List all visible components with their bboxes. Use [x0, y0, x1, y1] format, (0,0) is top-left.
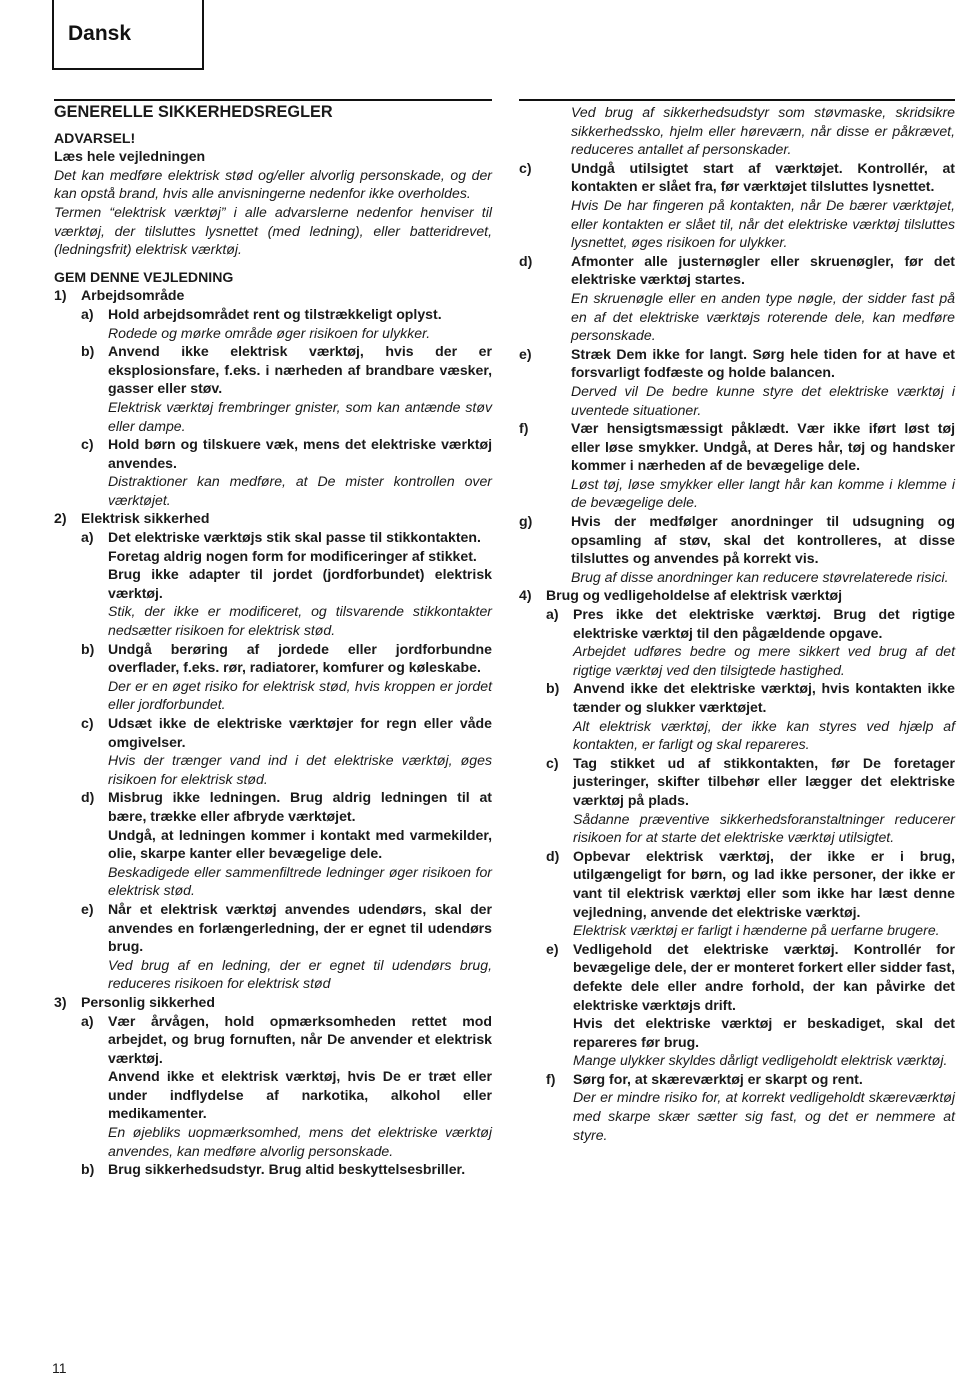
- list-item: [54, 435, 492, 509]
- item-letter: c): [519, 159, 532, 176]
- section-number: 4): [519, 587, 532, 604]
- item-rule: Det elektriske værktøjs stik skal passe til stikkontakten.: [108, 529, 481, 546]
- item-rule: Hold børn og tilskuere væk, mens det elektriske værktøj anvendes.: [108, 436, 492, 471]
- item-rule: Hvis det elektriske værktøj er beskadiget, skal det repareres før brug.: [573, 1015, 955, 1050]
- item-letter: e): [546, 940, 559, 957]
- list-item: [519, 159, 955, 252]
- item-explanation: Hvis der trænger vand ind i det elektriske værktøj, øges risikoen for elektrisk stød.: [108, 752, 492, 787]
- item-explanation: En skruenøgle eller en anden type nøgle, der sidder fast på en af det elektriske værktøjs roterende dele, kan medføre personskade.: [571, 289, 955, 344]
- item-explanation: Derved vil De bedre kunne styre det elektriske værktøj i uventede situationer.: [571, 382, 955, 418]
- item-rule: Opbevar elektrisk værktøj, der ikke er i brug, utilgængeligt for børn, og lad ikke personer, der ikke er vant til elektrisk værktøj eller som ikke har læst denne vejledning, anvende det elektriske værktøj.: [573, 847, 955, 920]
- list-item: [519, 1070, 955, 1144]
- item-explanation: Sådanne præventive sikkerhedsforanstaltninger reducerer risikoen for at starte det elektriske værktøj utilsigtet.: [573, 810, 955, 846]
- list-item: [54, 900, 492, 993]
- item-rule: Vær hensigtsmæssigt påklædt. Vær ikke iført løst tøj eller løse smykker. Undgå, at Deres hår, tøj og handsker kommer i nærheden af de bevægelige dele.: [571, 420, 955, 474]
- item-letter: e): [81, 900, 94, 917]
- item-letter: f): [546, 1070, 556, 1087]
- continued-explanation: Ved brug af sikkerhedsudstyr som støvmaske, skridsikre sikkerhedssko, hjelm eller høreværn, når disse er påkrævet, reduceres antallet af personskader.: [571, 104, 955, 158]
- item-rule: Stræk Dem ikke for langt. Sørg hele tiden for at have et forsvarligt fodfæste og holde balancen.: [571, 345, 955, 381]
- item-letter: a): [546, 606, 559, 623]
- item-explanation: Arbejdet udføres bedre og mere sikkert ved brug af det rigtige værktøj ved den tilsigtede hastighed.: [573, 643, 955, 678]
- item-letter: c): [81, 436, 94, 453]
- right-divider: [519, 99, 955, 101]
- save-instructions-label: GEM DENNE VEJLEDNING: [54, 268, 234, 285]
- item-explanation: Brug af disse anordninger kan reducere støvrelaterede risici.: [571, 568, 949, 585]
- item-letter: e): [519, 345, 532, 362]
- section-label: Brug og vedligeholdelse af elektrisk værktøj: [546, 587, 843, 604]
- warning-label: ADVARSEL!: [54, 129, 136, 146]
- item-explanation: Rodede og mørke område øger risikoen for ulykker.: [108, 324, 431, 341]
- item-letter: a): [81, 305, 94, 322]
- language-tab: [52, 0, 204, 70]
- section-label: Personlig sikkerhed: [81, 993, 215, 1010]
- item-explanation: Mange ulykker skyldes dårligt vedligeholdt elektrisk værktøj.: [573, 1052, 948, 1069]
- list-item: [519, 940, 955, 1070]
- item-letter: b): [81, 1161, 95, 1178]
- item-explanation: Distraktioner kan medføre, at De mister kontrollen over værktøjet.: [108, 473, 492, 508]
- item-rule: Udsæt ikke de elektriske værktøjer for regn eller våde omgivelser.: [108, 715, 492, 750]
- section-number: 3): [54, 993, 67, 1010]
- item-letter: c): [81, 715, 94, 731]
- item-rule: Anvend ikke det elektriske værktøj, hvis kontakten ikke tænder og slukker værktøjet.: [573, 680, 955, 715]
- list-item: [54, 1012, 492, 1161]
- item-rule: Undgå utilsigtet start af værktøjet. Kontrollér, at kontakten er slået fra, før værktøjet tilsluttes lysnettet.: [571, 159, 955, 195]
- item-rule: Undgå, at ledningen kommer i kontakt med varmekilder, olie, skarpe kanter eller bevægelige dele.: [108, 826, 492, 862]
- page-number: 11: [52, 1360, 67, 1376]
- section-number: 2): [54, 510, 67, 527]
- list-item: [54, 528, 492, 640]
- item-explanation: Hvis De har fingeren på kontakten, når De bærer værktøjet, eller kontakten er slået til, når det elektriske værktøj tilsluttes lysnettet, øges risikoen for ulykker.: [571, 196, 955, 251]
- item-rule: Misbrug ikke ledningen. Brug aldrig ledningen til at bære, trække eller afbryde værktøjet.: [108, 789, 492, 824]
- section-label: Arbejdsområde: [81, 287, 185, 304]
- intro-text: Det kan medføre elektrisk stød og/eller alvorlig personskade, og der kan opstå brand, hvis alle anvisningerne nedenfor ikke overholdes.: [54, 166, 492, 202]
- item-letter: d): [519, 252, 533, 269]
- item-explanation: En øjebliks uopmærksomhed, mens det elektriske værktøj anvendes, kan medføre alvorlig personskade.: [108, 1124, 492, 1159]
- item-explanation: Der er en øget risiko for elektrisk stød, hvis kroppen er jordet eller jordforbundet.: [108, 677, 492, 713]
- item-rule: Hold arbejdsområdet rent og tilstrækkeligt oplyst.: [108, 305, 442, 322]
- item-explanation: Ved brug af en ledning, der er egnet til udendørs brug, reduceres risikoen for elektrisk stød: [108, 956, 492, 992]
- item-letter: b): [81, 640, 95, 657]
- list-item: [54, 640, 492, 714]
- language-label: Dansk: [68, 22, 132, 45]
- section-2-heading: [54, 509, 492, 528]
- item-rule: Vedligehold det elektriske værktøj. Kontrollér for bevægelige dele, der er monteret forkert eller sidder fast, defekte dele eller andre forhold, der kan påvirke det elektriske værktøjs drift.: [573, 940, 955, 1013]
- item-rule: Pres ikke det elektriske værktøj. Brug det rigtige elektriske værktøj til den pågældende opgave.: [573, 606, 955, 641]
- term-text: Termen “elektrisk værktøj” i alle advarslerne nedenfor henviser til værktøj, der tilsluttes lysnettet (med ledning), eller batteridrevet, (ledningsfrit) elektrisk værktøj.: [54, 203, 492, 258]
- item-rule: Når et elektrisk værktøj anvendes udendørs, skal der anvendes en forlængerledning, der er egnet til udendørs brug.: [108, 900, 492, 955]
- item-letter: a): [81, 529, 94, 546]
- section-number: 1): [54, 287, 67, 304]
- item-letter: f): [519, 420, 529, 437]
- section-title: GENERELLE SIKKERHEDSREGLER: [54, 103, 333, 121]
- right-column: [519, 103, 955, 1144]
- item-rule: Sørg for, at skæreværktøj er skarpt og rent.: [573, 1070, 863, 1087]
- item-rule: Afmonter alle justernøgler eller skruenøgler, før det elektriske værktøj startes.: [571, 252, 955, 288]
- section-label: Elektrisk sikkerhed: [81, 510, 210, 527]
- item-explanation: Løst tøj, løse smykker eller langt hår kan komme i klemme i de bevægelige dele.: [571, 475, 955, 511]
- list-item: [519, 345, 955, 419]
- read-instructions-label: Læs hele vejledningen: [54, 148, 206, 165]
- section-4-heading: [519, 586, 955, 605]
- item-letter: b): [81, 343, 95, 360]
- list-item: [54, 714, 492, 788]
- list-item: [519, 679, 955, 753]
- item-rule: Anvend ikke elektrisk værktøj, hvis der er eksplosionsfare, f.eks. i nærheden af brandbare væsker, gasser eller støv.: [108, 343, 492, 397]
- left-divider: [54, 99, 492, 101]
- section-3-heading: [54, 993, 492, 1012]
- list-item: [519, 605, 955, 679]
- item-letter: b): [546, 680, 560, 697]
- list-item: [519, 512, 955, 586]
- item-letter: a): [81, 1012, 94, 1029]
- item-rule: Brug ikke adapter til jordet (jordforbundet) elektrisk værktøj.: [108, 566, 492, 601]
- list-item: [519, 252, 955, 345]
- item-letter: d): [546, 847, 560, 864]
- list-item: [519, 847, 955, 940]
- item-explanation: Der er mindre risiko for, at korrekt vedligeholdt skæreværktøj med skarpe skær sætter sig fast, og det er nemmere at styre.: [573, 1089, 955, 1143]
- list-item: [54, 1160, 492, 1179]
- item-rule: Tag stikket ud af stikkontakten, før De foretager justeringer, skifter tilbehør eller lægger det elektriske værktøj på plads.: [573, 754, 955, 808]
- list-item: [519, 754, 955, 847]
- item-letter: c): [546, 754, 559, 771]
- item-rule: Anvend ikke et elektrisk værktøj, hvis De er træt eller under indflydelse af narkotika, alkohol eller medikamenter.: [108, 1068, 492, 1122]
- item-explanation: Elektrisk værktøj er farligt i hænderne på uerfarne brugere.: [573, 922, 940, 939]
- item-letter: d): [81, 789, 95, 806]
- left-column: [54, 103, 492, 1179]
- list-item: [54, 788, 492, 900]
- item-explanation: Alt elektrisk værktøj, der ikke kan styres ved hjælp af kontakten, er farligt og skal repareres.: [573, 717, 955, 753]
- list-item: [519, 419, 955, 512]
- list-item: [54, 342, 492, 435]
- item-letter: g): [519, 513, 533, 530]
- item-rule: Foretag aldrig nogen form for modificeringer af stikket.: [108, 547, 477, 564]
- item-rule: Vær årvågen, hold opmærksomheden rettet mod arbejdet, og brug fornuften, når De anvender et elektrisk værktøj.: [108, 1012, 492, 1066]
- item-rule: Hvis der medfølger anordninger til udsugning og opsamling af støv, skal det kontrolleres, at disse tilsluttes og anvendes på korrekt vis.: [571, 513, 955, 567]
- item-explanation: Beskadigede eller sammenfiltrede ledninger øger risikoen for elektrisk stød.: [108, 863, 492, 899]
- item-rule: Undgå berøring af jordede eller jordforbundne overflader, f.eks. rør, radiatorer, komfurer og køleskabe.: [108, 640, 492, 676]
- item-explanation: Elektrisk værktøj frembringer gnister, som kan antænde støv eller dampe.: [108, 398, 492, 434]
- section-1-heading: [54, 286, 492, 305]
- list-item: [54, 305, 492, 342]
- item-explanation: Stik, der ikke er modificeret, og tilsvarende stikkontakter nedsætter risikoen for elektrisk stød.: [108, 603, 492, 639]
- item-rule: Brug sikkerhedsudstyr. Brug altid beskyttelsesbriller.: [108, 1161, 466, 1178]
